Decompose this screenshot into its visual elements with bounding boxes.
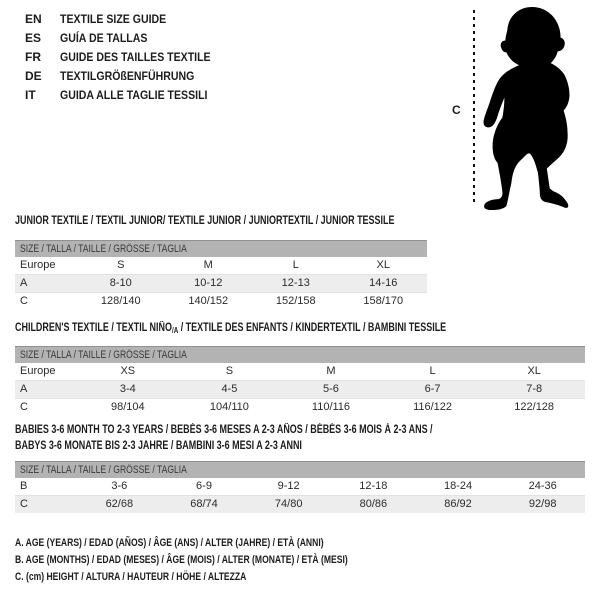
language-row-it <box>25 86 231 105</box>
age-cell: 12-13 <box>281 277 310 289</box>
junior-table-title <box>15 213 501 229</box>
footnote-b <box>15 552 442 569</box>
footnote-c-text: C. (cm) HEIGHT / ALTURA / HAUTEUR / HÖHE / ALTEZZA <box>15 571 247 583</box>
table-row-height <box>15 398 585 416</box>
height-measure-line <box>473 10 475 206</box>
children-table-title-text <box>15 320 446 339</box>
table-row-europe <box>15 363 585 380</box>
footnote-c <box>15 569 442 586</box>
babies-table-title-line2: BABYS 3-6 MONATE BIS 2-3 JAHRE / BAMBINI 3-6 MESI A 2-3 ANNI <box>15 440 302 452</box>
height-cell: 98/104 <box>110 401 145 413</box>
language-row-es <box>25 29 231 48</box>
height-cell: 104/110 <box>209 401 249 413</box>
row-label: C <box>20 295 28 307</box>
language-title: GUIDA ALLE TAGLIE TESSILI <box>60 88 208 102</box>
children-table-title <box>15 320 568 339</box>
size-cell: XS <box>120 365 136 377</box>
height-cell: 152/158 <box>275 295 316 307</box>
months-cell: 12-18 <box>359 480 388 492</box>
babies-table-title <box>15 422 550 454</box>
language-title: GUÍA DE TALLAS <box>60 31 148 45</box>
language-row-de <box>25 67 231 86</box>
height-cell: 92/98 <box>528 498 557 510</box>
months-cell: 9-12 <box>277 480 300 492</box>
row-label: A <box>20 383 28 395</box>
row-label: Europe <box>20 259 56 271</box>
baby-silhouette-icon <box>478 5 588 212</box>
language-code: EN <box>25 12 42 26</box>
table-row-age <box>15 380 585 398</box>
row-label: C <box>20 401 28 413</box>
language-row-en <box>25 10 231 29</box>
language-row-fr <box>25 48 231 67</box>
height-cell: 158/170 <box>363 295 404 307</box>
height-cell: 74/80 <box>274 498 303 510</box>
months-cell: 3-6 <box>111 480 128 492</box>
size-cell: S <box>225 365 234 377</box>
height-cell: 140/152 <box>188 295 229 307</box>
footnotes <box>15 535 442 586</box>
language-code: ES <box>25 31 42 45</box>
footnote-b-text: B. AGE (MONTHS) / EDAD (MESES) / ÂGE (MOIS) / ALTER (MONATE) / ETÀ (MESI) <box>15 554 348 566</box>
height-cell: 110/116 <box>311 401 351 413</box>
size-cell: XL <box>527 365 541 377</box>
language-code: DE <box>25 69 42 83</box>
babies-size-table <box>15 461 585 513</box>
row-label: A <box>20 277 28 289</box>
age-cell: 6-7 <box>424 383 441 395</box>
months-cell: 6-9 <box>196 480 212 492</box>
size-cell: M <box>203 259 213 271</box>
footnote-a-text: A. AGE (YEARS) / EDAD (AÑOS) / ÂGE (ANS) / ALTER (JAHRE) / ETÀ (ANNI) <box>15 537 324 549</box>
age-cell: 8-10 <box>109 277 132 289</box>
age-cell: 4-5 <box>221 383 238 395</box>
height-cell: 116/122 <box>413 401 453 413</box>
language-code: IT <box>25 88 36 102</box>
size-header-text: SIZE / TALLA / TAILLE / GRÖSSE / TAGLIA <box>20 464 187 476</box>
height-cell: 128/140 <box>100 295 141 307</box>
row-label: Europe <box>20 365 56 377</box>
height-cell: 80/86 <box>359 498 388 510</box>
table-row-europe <box>15 257 427 274</box>
size-header-text: SIZE / TALLA / TAILLE / GRÖSSE / TAGLIA <box>20 243 187 255</box>
size-header-row <box>15 346 585 363</box>
footnote-a <box>15 535 442 552</box>
size-cell: S <box>117 259 125 271</box>
title-subscript: /A <box>171 326 179 335</box>
height-measure-label: C <box>452 103 461 117</box>
age-cell: 5-6 <box>323 383 339 395</box>
size-header-row <box>15 461 585 478</box>
language-title: GUIDE DES TAILLES TEXTILE <box>60 50 211 64</box>
language-title: TEXTILGRÖßENFÜHRUNG <box>60 69 195 83</box>
table-row-months <box>15 478 585 495</box>
language-title: TEXTILE SIZE GUIDE <box>60 12 167 26</box>
title-prefix: CHILDREN'S TEXTILE / TEXTIL NIÑO <box>15 322 172 334</box>
height-cell: 68/74 <box>190 498 218 510</box>
babies-table-title-line1: BABIES 3-6 MONTH TO 2-3 YEARS / BEBÉS 3-6 MESES A 2-3 AÑOS / BÉBÉS 3-6 MOIS À 2-3 ANS / <box>15 424 433 436</box>
height-cell: 86/92 <box>444 498 472 510</box>
size-cell: L <box>429 365 436 377</box>
table-row-height <box>15 495 585 513</box>
age-cell: 3-4 <box>119 383 136 395</box>
size-header-row <box>15 240 427 257</box>
age-cell: 7-8 <box>526 383 543 395</box>
table-row-height <box>15 292 427 310</box>
junior-size-table <box>15 240 427 310</box>
months-cell: 18-24 <box>443 480 473 492</box>
months-cell: 24-36 <box>528 480 557 492</box>
height-cell: 122/128 <box>514 401 555 413</box>
language-code: FR <box>25 50 41 64</box>
size-cell: L <box>292 259 299 271</box>
table-row-age <box>15 274 427 292</box>
age-cell: 14-16 <box>369 277 398 289</box>
title-suffix: / TEXTILE DES ENFANTS / KINDERTEXTIL / BAMBINI TESSILE <box>178 322 447 334</box>
children-size-table <box>15 346 585 416</box>
height-cell: 62/68 <box>105 498 134 510</box>
size-header-text: SIZE / TALLA / TAILLE / GRÖSSE / TAGLIA <box>20 349 187 361</box>
size-cell: M <box>326 365 336 377</box>
row-label: C <box>20 498 28 510</box>
language-list <box>25 10 231 105</box>
junior-table-title-text: JUNIOR TEXTILE / TEXTIL JUNIOR/ TEXTILE JUNIOR / JUNIORTEXTIL / JUNIOR TESSILE <box>15 215 395 227</box>
age-cell: 10-12 <box>194 277 223 289</box>
row-label: B <box>20 480 28 492</box>
size-cell: XL <box>376 259 390 271</box>
